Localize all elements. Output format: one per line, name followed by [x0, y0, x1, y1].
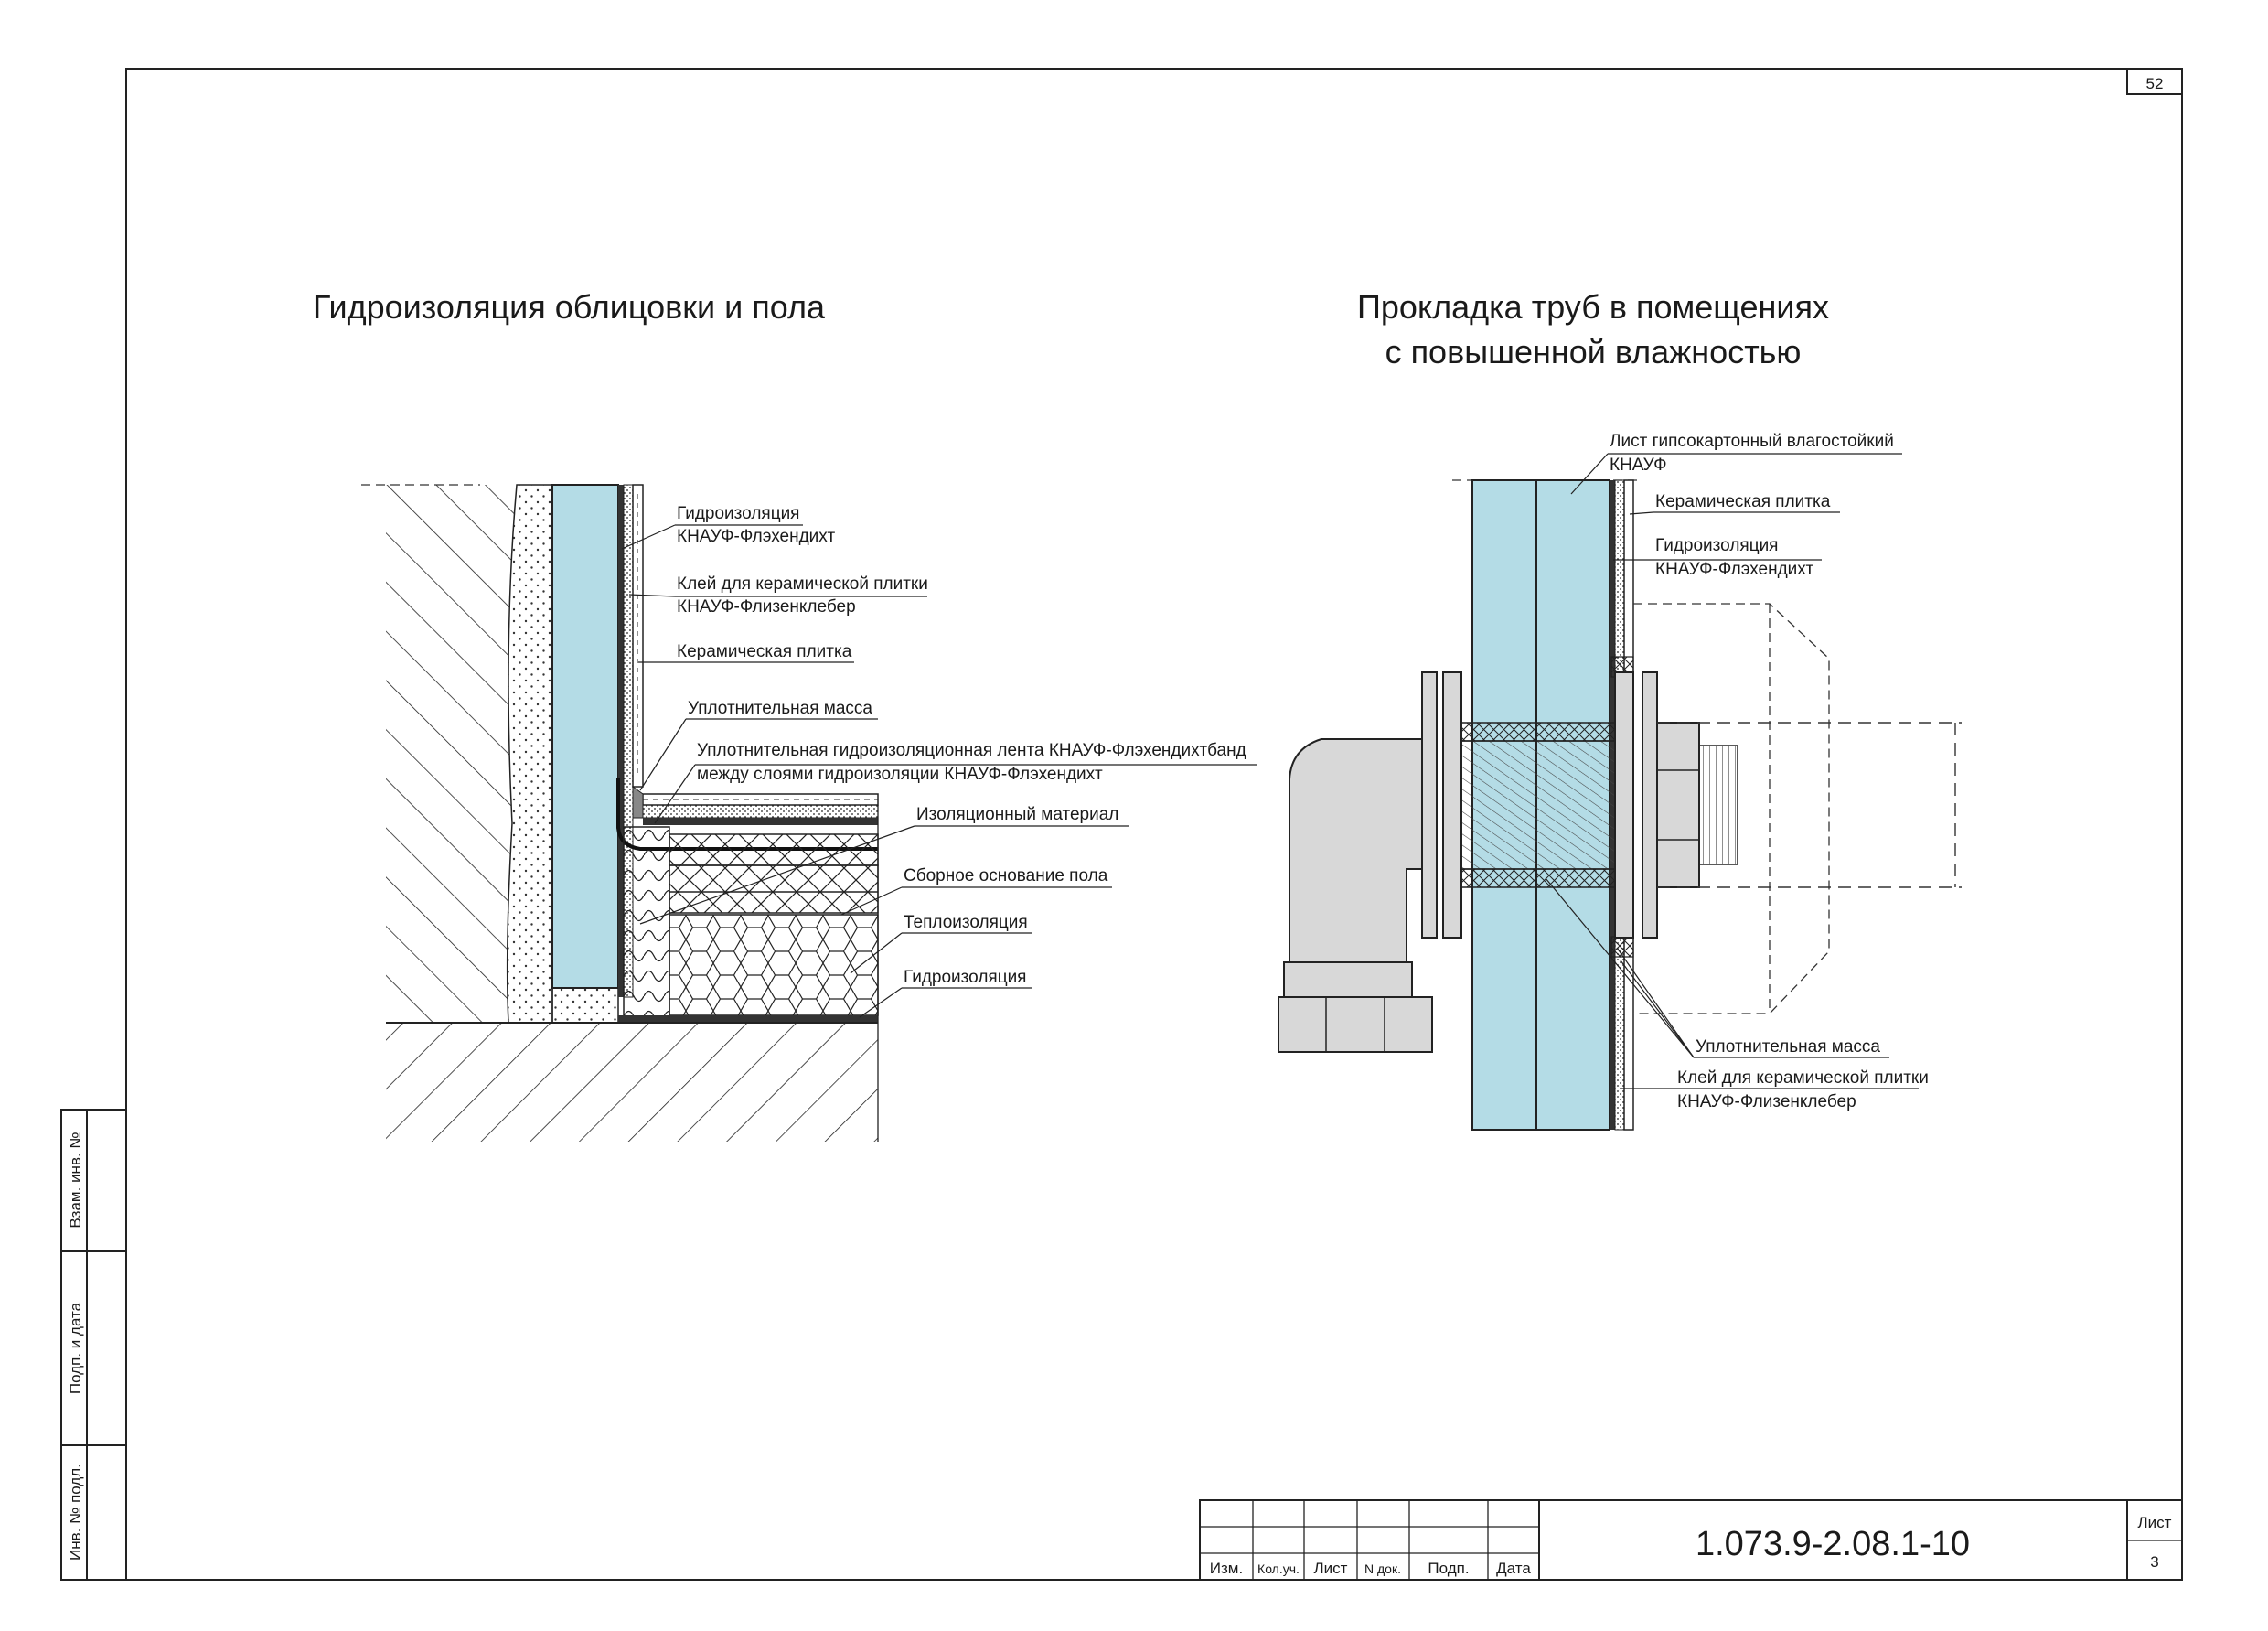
waterproofing-layer: [618, 485, 624, 997]
lbl-adhesive-2: КНАУФ-Флизенклебер: [677, 597, 856, 617]
lbl-wp-right-2: КНАУФ-Флэхендихт: [1655, 560, 1814, 579]
plaster-layer: [508, 485, 552, 1023]
lbl-waterproofing-1: Гидроизоляция: [677, 504, 800, 523]
lbl-adhesive-right-2: КНАУФ-Флизенклебер: [1677, 1092, 1856, 1111]
sleeve-bottom: [1461, 869, 1615, 887]
lbl-sealant: Уплотнительная масса: [688, 699, 872, 718]
lbl-wp-right-1: Гидроизоляция: [1655, 536, 1779, 555]
lbl-gkl-2: КНАУФ: [1610, 456, 1667, 475]
side-stamp: [61, 1110, 126, 1580]
col-izm: Изм.: [1209, 1560, 1244, 1577]
flange-right-2: [1642, 672, 1657, 938]
elbow-collar: [1284, 962, 1412, 997]
nut: [1657, 723, 1699, 887]
right-detail-pipe-penetration: [1278, 432, 1962, 1130]
pipe-stub-thread: [1699, 746, 1738, 864]
lbl-floor-base: Сборное основание пола: [904, 866, 1108, 885]
col-list: Лист: [1313, 1560, 1348, 1577]
lbl-sealant-right: Уплотнительная масса: [1696, 1037, 1880, 1057]
title-left: Гидроизоляция облицовки и пола: [312, 288, 826, 326]
lbl-adhesive-1: Клей для керамической плитки: [677, 574, 928, 594]
stamp-inv-podl: Инв. № подл.: [67, 1464, 84, 1561]
lbl-thermal: Теплоизоляция: [904, 913, 1028, 932]
threaded-pipe: [1461, 741, 1615, 869]
col-kol-uch: Кол.уч.: [1257, 1561, 1300, 1576]
elbow-nut: [1278, 997, 1432, 1052]
sheet-label: Лист: [2137, 1514, 2172, 1531]
flange-left-2: [1443, 672, 1461, 938]
col-podp: Подп.: [1428, 1560, 1470, 1577]
sheet-value: 3: [2150, 1553, 2159, 1571]
lbl-adhesive-right-1: Клей для керамической плитки: [1677, 1068, 1929, 1088]
floor-base-lower: [669, 865, 878, 913]
lbl-waterproofing-2: КНАУФ-Флэхендихт: [677, 527, 836, 546]
lbl-tile: Керамическая плитка: [677, 642, 852, 661]
document-code: 1.073.9-2.08.1-10: [1695, 1525, 1971, 1563]
col-data: Дата: [1496, 1560, 1531, 1577]
masonry-wall: [386, 485, 517, 1023]
edge-insulation-strip: [624, 827, 669, 1019]
stamp-podp-data: Подп. и дата: [67, 1302, 84, 1395]
title-right-line1: Прокладка труб в помещениях: [1357, 288, 1829, 326]
lbl-tile-right: Керамическая плитка: [1655, 492, 1831, 511]
title-right-line2: с повышенной влажностью: [1385, 333, 1802, 370]
left-detail-waterproofing: [361, 485, 1257, 1142]
flange-left-1: [1422, 672, 1437, 938]
sheet-number: 52: [2145, 75, 2164, 92]
floor-waterproofing: [618, 1015, 878, 1023]
lbl-tape-2: между слоями гидроизоляции КНАУФ-Флэхендихт: [697, 765, 1103, 784]
thermal-insulation: [669, 915, 878, 1015]
col-n-dok: N док.: [1364, 1561, 1401, 1576]
lbl-waterproofing-floor: Гидроизоляция: [904, 968, 1027, 987]
floor-slab: [386, 1023, 878, 1142]
lbl-tape-1: Уплотнительная гидроизоляционная лента КНАУФ-Флэхендихтбанд: [697, 741, 1246, 760]
flange-right-1: [1615, 672, 1633, 938]
title-block: [1200, 1500, 2182, 1580]
gypsum-board: [552, 485, 618, 988]
sleeve-top: [1461, 723, 1615, 741]
stamp-vzam-inv: Взам. инв. №: [67, 1132, 84, 1229]
lbl-insulation-material: Изоляционный материал: [916, 805, 1119, 824]
lbl-gkl-1: Лист гипсокартонный влагостойкий: [1610, 432, 1894, 451]
elbow-fitting: [1289, 739, 1422, 962]
